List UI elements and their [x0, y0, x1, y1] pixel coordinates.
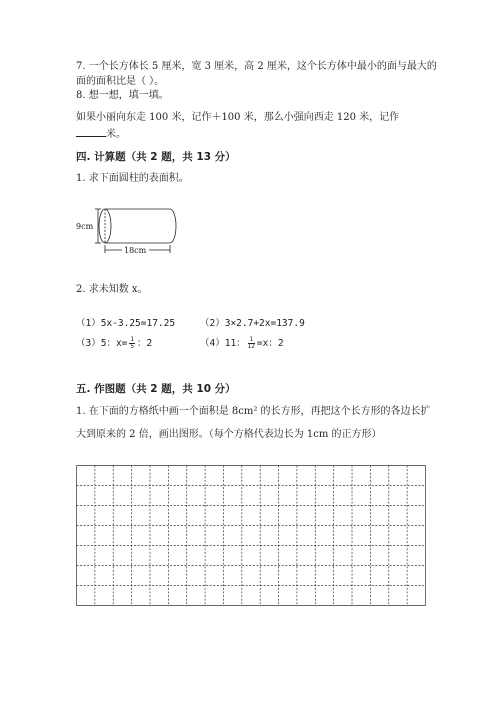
grid-paper[interactable]: [76, 465, 426, 607]
equation-4: [200, 337, 284, 351]
q8-line2-suffix: 米。: [106, 129, 126, 140]
eq3-pre: （3）5：x=: [76, 338, 128, 349]
section5-q1-line2: 大到原来的 2 倍，画出图形。（每个方格代表边长为 1cm 的正方形）: [76, 429, 382, 440]
section5-title: 五. 作图题（共 2 题，共 10 分）: [76, 383, 236, 395]
right-base-arc: [170, 209, 176, 243]
height-label: 9cm: [76, 222, 94, 231]
section4-q1: 1. 求下面圆柱的表面积。: [76, 173, 189, 184]
eq4-pre: （4）11：: [200, 338, 246, 349]
eq4-fraction: $\frac{1}{12}$: [247, 336, 255, 350]
q7-line1: 7. 一个长方体长 5 厘米，宽 3 厘米，高 2 厘米，这个长方体中最小的面与最大的: [76, 61, 437, 72]
q7-line2: 面的面积比是（ ）。: [76, 76, 165, 87]
equation-2: （2）3×2.7+2x=137.9: [200, 318, 305, 329]
section5-q1-line1: 1. 在下面的方格纸中画一个面积是 8cm² 的长方形，再把这个长方形的各边长扩: [76, 406, 431, 417]
answer-blank[interactable]: [76, 126, 106, 137]
q8-title: 8. 想一想，填一填。: [76, 90, 169, 101]
length-label: 18cm: [124, 246, 147, 255]
q8-line1: 如果小丽向东走 100 米，记作＋100 米，那么小强向西走 120 米，记作: [76, 112, 400, 123]
section4-q2: 2. 求未知数 x。: [76, 284, 148, 295]
eq3-post: ：2: [137, 338, 153, 349]
section4-title: 四. 计算题（共 2 题，共 13 分）: [76, 151, 236, 163]
eq3-fraction: $\frac{1}{5}$: [130, 336, 135, 350]
cylinder-figure: [76, 198, 191, 260]
equation-3: [76, 337, 152, 351]
eq4-post: =x：2: [256, 338, 284, 349]
q8-line2: [76, 126, 126, 142]
equation-1: （1）5x-3.25=17.25: [76, 318, 176, 329]
